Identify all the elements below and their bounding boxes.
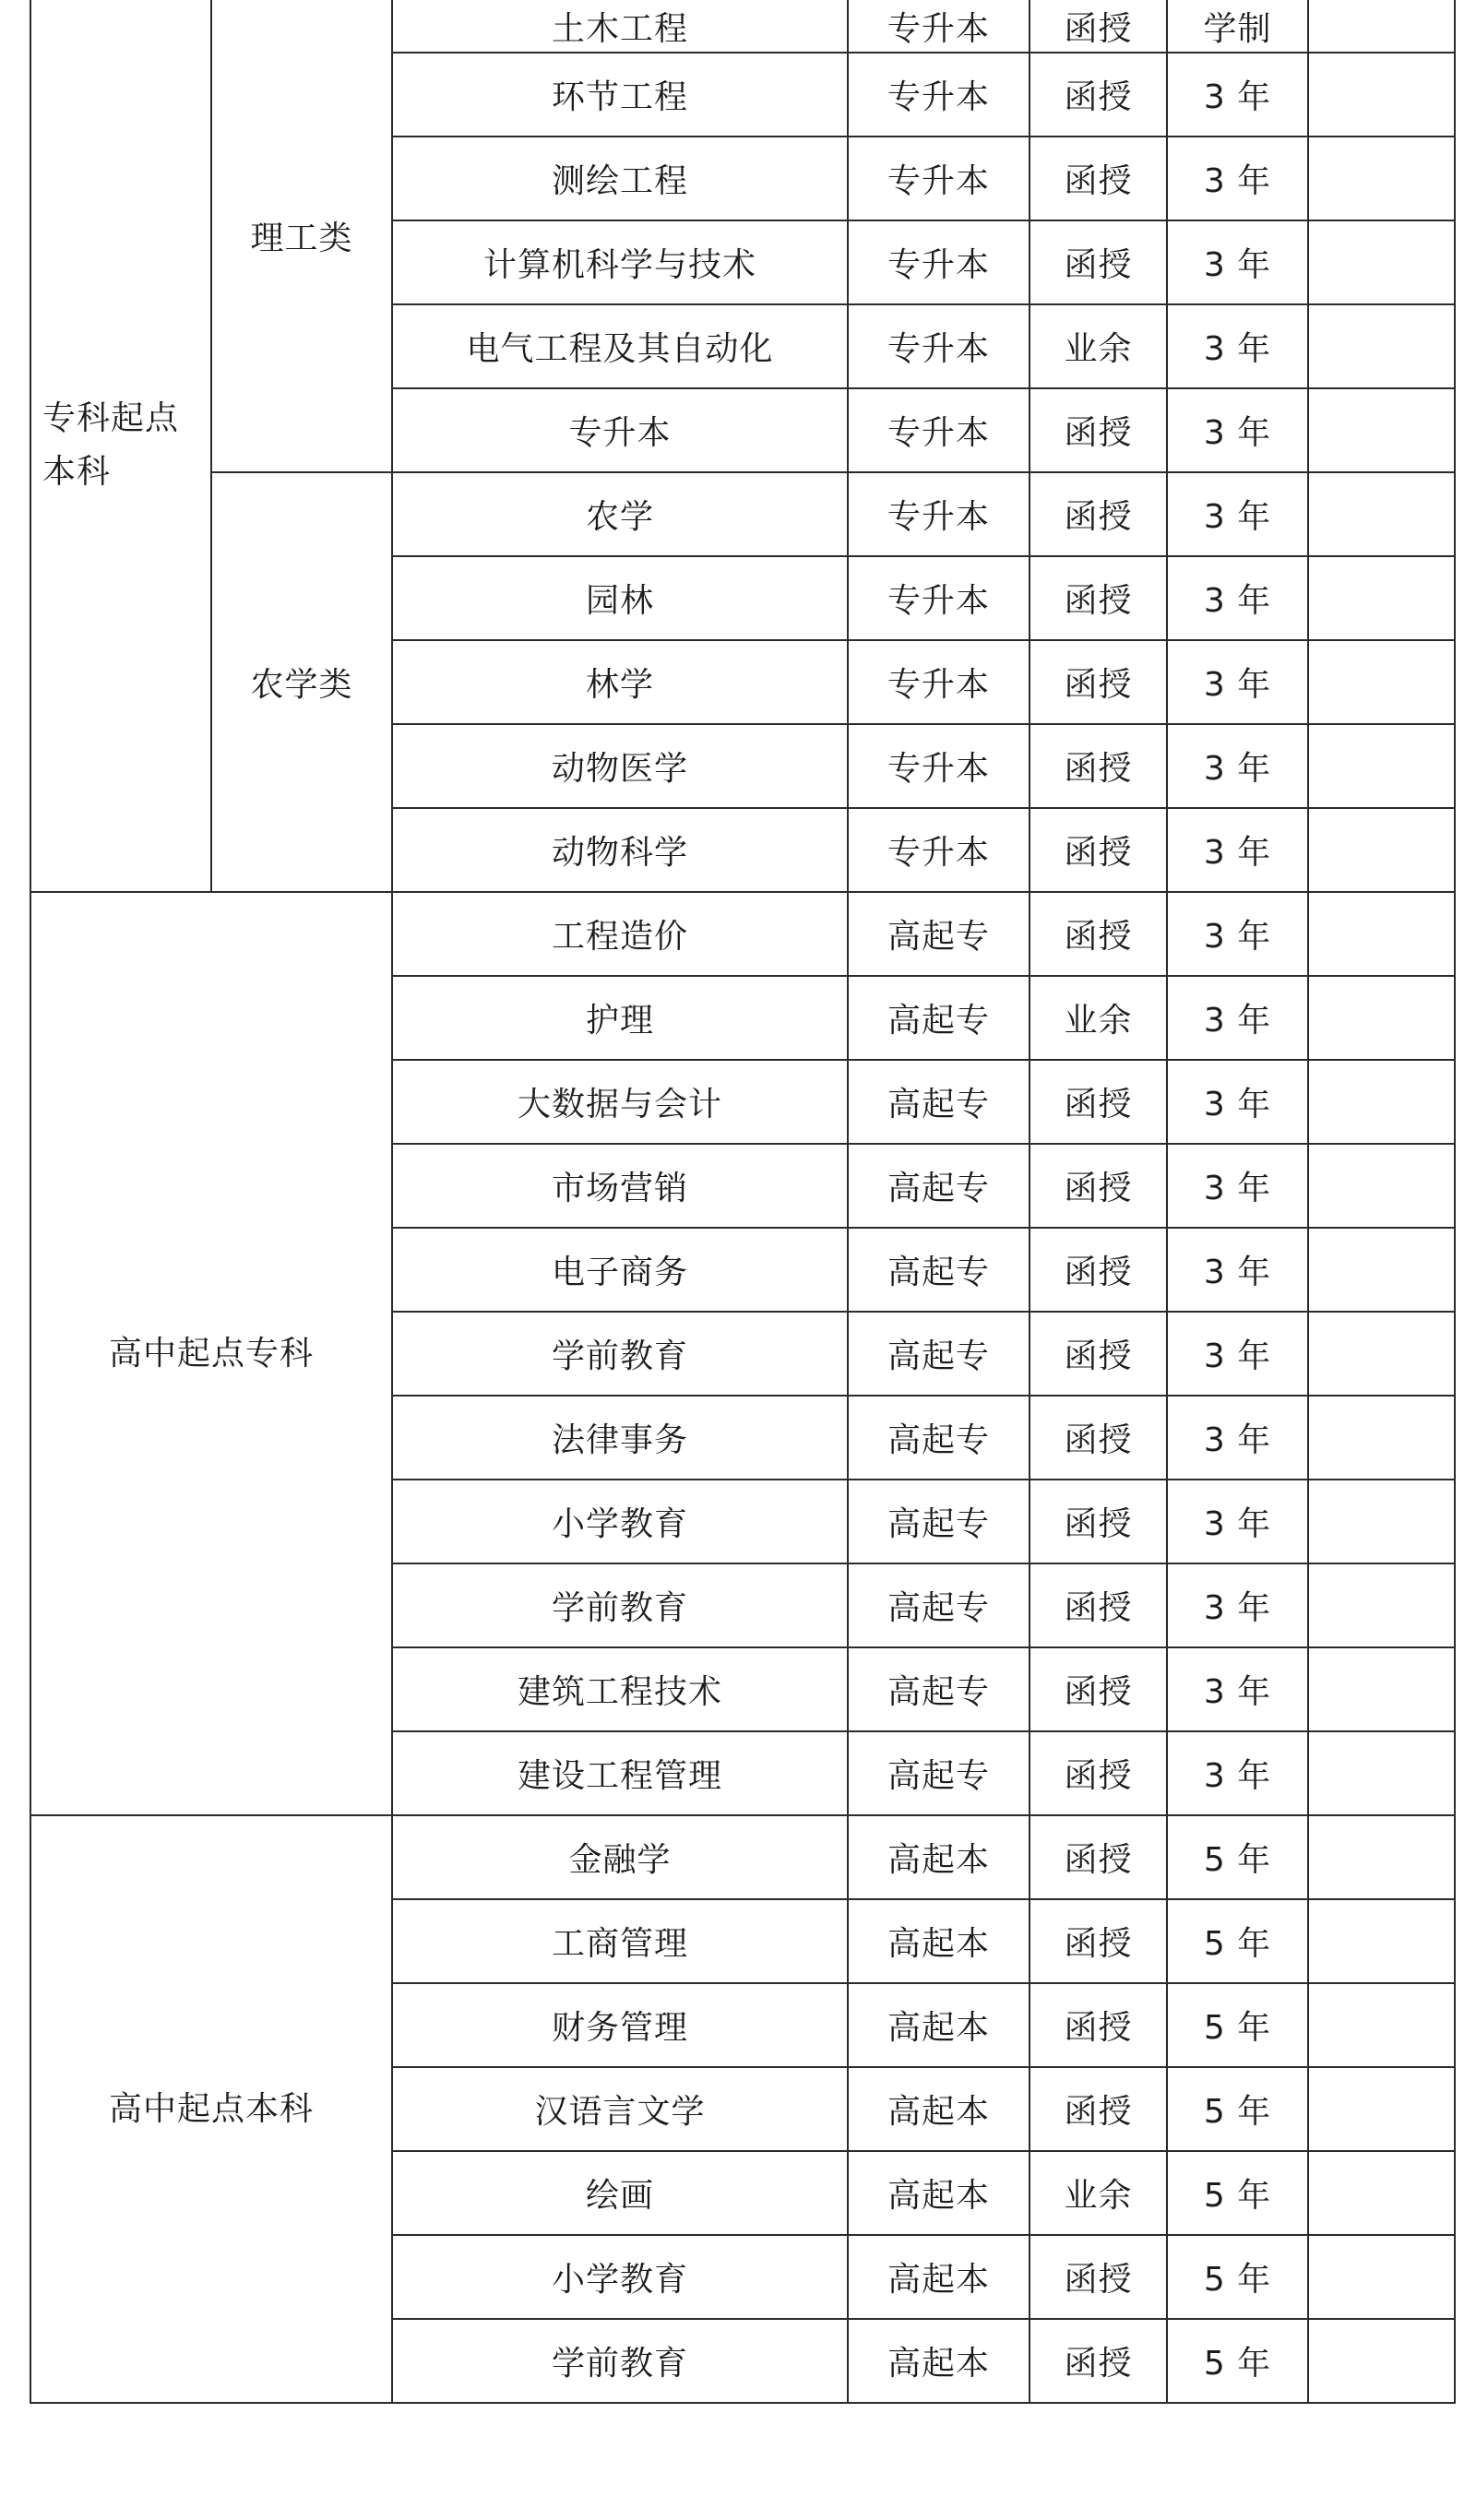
- study-mode-cell: 函授: [1030, 2235, 1167, 2319]
- program-table: [30, 0, 1456, 2404]
- level-cell: 高中起点专科: [30, 892, 392, 1815]
- major-cell: 大数据与会计: [392, 1060, 848, 1144]
- empty-cell: [1308, 2235, 1455, 2319]
- empty-cell: [1308, 0, 1455, 53]
- empty-cell: [1308, 1060, 1455, 1144]
- table-row: [30, 892, 1455, 976]
- admission-type-cell: 高起专: [848, 1647, 1030, 1731]
- duration-cell: 5 年: [1167, 2235, 1308, 2319]
- duration-cell: 3 年: [1167, 137, 1308, 220]
- major-cell: 林学: [392, 640, 848, 724]
- duration-cell: 5 年: [1167, 2067, 1308, 2151]
- empty-cell: [1308, 1983, 1455, 2067]
- admission-type-cell: 专升本: [848, 556, 1030, 640]
- empty-cell: [1308, 556, 1455, 640]
- empty-cell: [1308, 976, 1455, 1060]
- admission-type-cell: 专升本: [848, 724, 1030, 808]
- major-cell: 专升本: [392, 388, 848, 472]
- empty-cell: [1308, 892, 1455, 976]
- major-cell: 电子商务: [392, 1228, 848, 1312]
- study-mode-cell: 业余: [1030, 2151, 1167, 2235]
- empty-cell: [1308, 2151, 1455, 2235]
- major-cell: 动物医学: [392, 724, 848, 808]
- duration-cell: 5 年: [1167, 1983, 1308, 2067]
- empty-cell: [1308, 1228, 1455, 1312]
- duration-cell: 3 年: [1167, 1563, 1308, 1647]
- duration-cell: 3 年: [1167, 724, 1308, 808]
- duration-cell: 3 年: [1167, 976, 1308, 1060]
- duration-cell: 3 年: [1167, 1312, 1308, 1396]
- major-cell: 工商管理: [392, 1899, 848, 1983]
- table-row: [30, 472, 1455, 556]
- study-mode-cell: 函授: [1030, 892, 1167, 976]
- level-cell: 高中起点本科: [30, 1815, 392, 2403]
- empty-cell: [1308, 53, 1455, 137]
- level-cell: 专科起点本科: [30, 0, 211, 892]
- duration-cell: 5 年: [1167, 1899, 1308, 1983]
- study-mode-cell: 函授: [1030, 1731, 1167, 1815]
- admission-type-cell: 高起本: [848, 1815, 1030, 1899]
- duration-cell: 3 年: [1167, 1144, 1308, 1228]
- admission-type-cell: 高起本: [848, 1983, 1030, 2067]
- empty-cell: [1308, 2067, 1455, 2151]
- duration-cell: 3 年: [1167, 808, 1308, 892]
- major-cell: 法律事务: [392, 1396, 848, 1480]
- program-table-container: [30, 0, 1454, 2492]
- duration-cell: 3 年: [1167, 1731, 1308, 1815]
- admission-type-cell: 专升本: [848, 640, 1030, 724]
- duration-cell: 3 年: [1167, 304, 1308, 388]
- study-mode-cell: 函授: [1030, 220, 1167, 304]
- admission-type-cell: 高起本: [848, 2319, 1030, 2403]
- study-mode-cell: 函授: [1030, 1144, 1167, 1228]
- category-cell: 理工类: [211, 0, 392, 472]
- duration-cell: 学制: [1167, 0, 1308, 53]
- study-mode-cell: 函授: [1030, 808, 1167, 892]
- admission-type-cell: 专升本: [848, 304, 1030, 388]
- study-mode-cell: 函授: [1030, 137, 1167, 220]
- major-cell: 市场营销: [392, 1144, 848, 1228]
- duration-cell: 5 年: [1167, 2319, 1308, 2403]
- study-mode-cell: 函授: [1030, 1647, 1167, 1731]
- admission-type-cell: 高起专: [848, 1396, 1030, 1480]
- empty-cell: [1308, 472, 1455, 556]
- table-row: [30, 0, 1455, 53]
- major-cell: 园林: [392, 556, 848, 640]
- study-mode-cell: 函授: [1030, 1899, 1167, 1983]
- major-cell: 动物科学: [392, 808, 848, 892]
- admission-type-cell: 高起本: [848, 1899, 1030, 1983]
- empty-cell: [1308, 1480, 1455, 1563]
- study-mode-cell: 业余: [1030, 976, 1167, 1060]
- study-mode-cell: 函授: [1030, 388, 1167, 472]
- admission-type-cell: 高起专: [848, 1312, 1030, 1396]
- empty-cell: [1308, 1563, 1455, 1647]
- empty-cell: [1308, 137, 1455, 220]
- empty-cell: [1308, 808, 1455, 892]
- duration-cell: 3 年: [1167, 556, 1308, 640]
- study-mode-cell: 函授: [1030, 0, 1167, 53]
- study-mode-cell: 函授: [1030, 472, 1167, 556]
- study-mode-cell: 函授: [1030, 2067, 1167, 2151]
- empty-cell: [1308, 304, 1455, 388]
- major-cell: 环节工程: [392, 53, 848, 137]
- empty-cell: [1308, 388, 1455, 472]
- major-cell: 建设工程管理: [392, 1731, 848, 1815]
- admission-type-cell: 专升本: [848, 0, 1030, 53]
- study-mode-cell: 函授: [1030, 640, 1167, 724]
- admission-type-cell: 高起专: [848, 1144, 1030, 1228]
- admission-type-cell: 高起本: [848, 2235, 1030, 2319]
- major-cell: 护理: [392, 976, 848, 1060]
- admission-type-cell: 高起本: [848, 2151, 1030, 2235]
- duration-cell: 3 年: [1167, 892, 1308, 976]
- admission-type-cell: 高起专: [848, 892, 1030, 976]
- duration-cell: 5 年: [1167, 2151, 1308, 2235]
- study-mode-cell: 业余: [1030, 304, 1167, 388]
- major-cell: 小学教育: [392, 1480, 848, 1563]
- study-mode-cell: 函授: [1030, 1983, 1167, 2067]
- duration-cell: 3 年: [1167, 1480, 1308, 1563]
- empty-cell: [1308, 1312, 1455, 1396]
- duration-cell: 3 年: [1167, 640, 1308, 724]
- empty-cell: [1308, 1647, 1455, 1731]
- major-cell: 计算机科学与技术: [392, 220, 848, 304]
- major-cell: 测绘工程: [392, 137, 848, 220]
- study-mode-cell: 函授: [1030, 724, 1167, 808]
- duration-cell: 3 年: [1167, 1060, 1308, 1144]
- study-mode-cell: 函授: [1030, 2319, 1167, 2403]
- duration-cell: 5 年: [1167, 1815, 1308, 1899]
- study-mode-cell: 函授: [1030, 556, 1167, 640]
- duration-cell: 3 年: [1167, 53, 1308, 137]
- admission-type-cell: 高起本: [848, 2067, 1030, 2151]
- admission-type-cell: 专升本: [848, 137, 1030, 220]
- study-mode-cell: 函授: [1030, 1312, 1167, 1396]
- duration-cell: 3 年: [1167, 1228, 1308, 1312]
- empty-cell: [1308, 640, 1455, 724]
- admission-type-cell: 高起专: [848, 1563, 1030, 1647]
- admission-type-cell: 专升本: [848, 220, 1030, 304]
- admission-type-cell: 专升本: [848, 53, 1030, 137]
- admission-type-cell: 高起专: [848, 976, 1030, 1060]
- major-cell: 土木工程: [392, 0, 848, 53]
- admission-type-cell: 专升本: [848, 808, 1030, 892]
- duration-cell: 3 年: [1167, 472, 1308, 556]
- major-cell: 汉语言文学: [392, 2067, 848, 2151]
- empty-cell: [1308, 1144, 1455, 1228]
- major-cell: 绘画: [392, 2151, 848, 2235]
- category-cell: 农学类: [211, 472, 392, 892]
- empty-cell: [1308, 2319, 1455, 2403]
- duration-cell: 3 年: [1167, 1647, 1308, 1731]
- study-mode-cell: 函授: [1030, 1480, 1167, 1563]
- admission-type-cell: 高起专: [848, 1228, 1030, 1312]
- empty-cell: [1308, 220, 1455, 304]
- admission-type-cell: 高起专: [848, 1480, 1030, 1563]
- admission-type-cell: 高起专: [848, 1060, 1030, 1144]
- study-mode-cell: 函授: [1030, 53, 1167, 137]
- major-cell: 财务管理: [392, 1983, 848, 2067]
- duration-cell: 3 年: [1167, 388, 1308, 472]
- major-cell: 农学: [392, 472, 848, 556]
- study-mode-cell: 函授: [1030, 1060, 1167, 1144]
- empty-cell: [1308, 724, 1455, 808]
- major-cell: 电气工程及其自动化: [392, 304, 848, 388]
- major-cell: 学前教育: [392, 1563, 848, 1647]
- admission-type-cell: 高起专: [848, 1731, 1030, 1815]
- major-cell: 金融学: [392, 1815, 848, 1899]
- table-body: [30, 0, 1455, 2403]
- major-cell: 小学教育: [392, 2235, 848, 2319]
- admission-type-cell: 专升本: [848, 388, 1030, 472]
- study-mode-cell: 函授: [1030, 1563, 1167, 1647]
- duration-cell: 3 年: [1167, 1396, 1308, 1480]
- empty-cell: [1308, 1731, 1455, 1815]
- major-cell: 工程造价: [392, 892, 848, 976]
- empty-cell: [1308, 1899, 1455, 1983]
- study-mode-cell: 函授: [1030, 1228, 1167, 1312]
- study-mode-cell: 函授: [1030, 1396, 1167, 1480]
- empty-cell: [1308, 1815, 1455, 1899]
- table-row: [30, 1815, 1455, 1899]
- major-cell: 建筑工程技术: [392, 1647, 848, 1731]
- major-cell: 学前教育: [392, 1312, 848, 1396]
- duration-cell: 3 年: [1167, 220, 1308, 304]
- admission-type-cell: 专升本: [848, 472, 1030, 556]
- study-mode-cell: 函授: [1030, 1815, 1167, 1899]
- major-cell: 学前教育: [392, 2319, 848, 2403]
- empty-cell: [1308, 1396, 1455, 1480]
